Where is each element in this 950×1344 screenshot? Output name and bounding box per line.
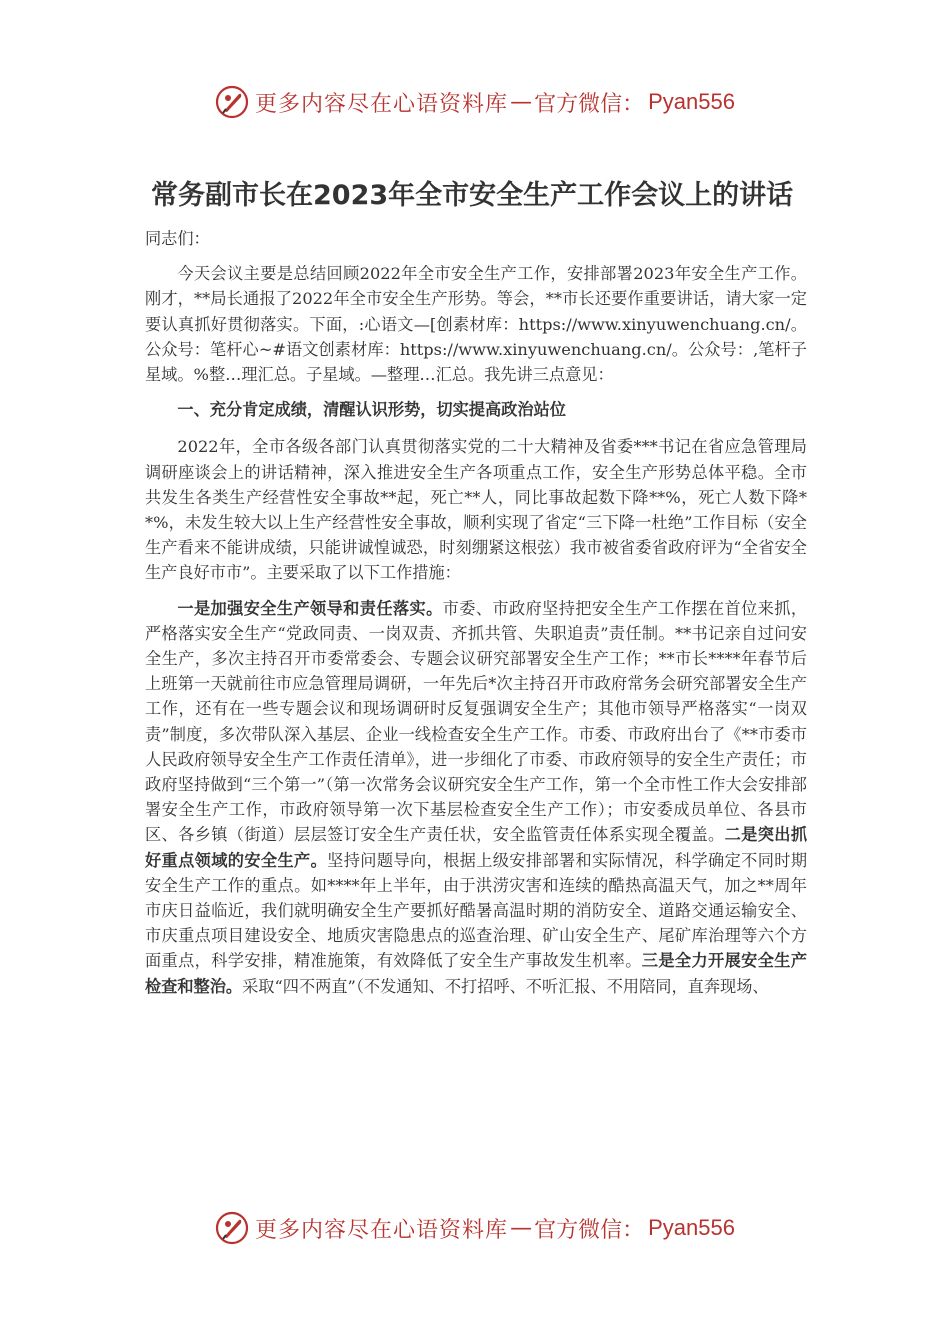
header-banner [0, 72, 950, 132]
point-3-heading: 三是全力开展安全生产检查和整治。 [145, 951, 808, 996]
banner-wechat-label: 官方微信： [534, 91, 645, 117]
section-1-paragraph: 2022年，全市各级各部门认真贯彻落实党的二十大精神及省委***书记在省应急管理局调研座谈会上的讲话精神，深入推进安全生产各项重点工作，安全生产形势总体平稳。全市共发生各类生产经营性安全事故**起，死亡**人，同比事故起数下降**%，死亡人数下降**%，未发生较大以上生产经营性安全事故，顺利实现了省定“三下降一杜绝”工作目标（安全生产看来不能讲成绩，只能讲诚惶诚恐，时刻绷紧这根弦）我市被省委省政府评为“全省安全生产良好市市”。主要采取了以下工作措施： [145, 437, 807, 583]
banner-separator: — [510, 89, 533, 115]
point-1-heading: 一是加强安全生产领导和责任落实。 [177, 598, 443, 618]
banner-separator: — [510, 1215, 533, 1241]
quill-pen-logo-icon [215, 85, 249, 119]
banner-wechat-label: 官方微信： [534, 1217, 645, 1243]
banner-site-text: 更多内容尽在心语资料库 [255, 91, 509, 117]
salutation: 同志们： [145, 229, 210, 248]
banner-wechat-id: Pyan556 [648, 89, 735, 114]
point-3-text: 采取“四不两直”（不发通知、不打招呼、不听汇报、不用陪同，直奔现场、 [242, 976, 769, 996]
intro-paragraph: 今天会议主要是总结回顾2022年全市安全生产工作，安排部署2023年安全生产工作。刚才，**局长通报了2022年全市安全生产形势。等会，**市长还要作重要讲话，请大家一定要认真抓好贯彻落实。下面，:心语文—[创素材库：https://www.xinyuwenchuang.cn/。公众号：笔杆心~#语文创素材库：https://www.xinyuwenchuang.cn/。公众号：,笔杆子星域。%整…理汇总。子星域。—整理…汇总。我先讲三点意见： [145, 264, 807, 385]
point-2-text: 坚持问题导向，根据上级安排部署和实际情况，科学确定不同时期安全生产工作的重点。如****年上半年，由于洪涝灾害和连续的酷热高温天气，加之**周年市庆日益临近，我们就明确安全生产要抓好酷暑高温时期的消防安全、道路交通运输安全、市庆重点项目建设安全、地质灾害隐患点的巡查治理、矿山安全生产、尾矿库治理等六个方面重点，科学安排，精准施策，有效降低了安全生产事故发生机率。 [145, 850, 808, 971]
document-title: 常务副市长在2023年全市安全生产工作会议上的讲话 [151, 180, 794, 211]
measures-paragraph [145, 596, 807, 999]
point-2-heading: 二是突出抓好重点领域的安全生产。 [145, 825, 808, 870]
section-1-heading: 一、充分肯定成绩，清醒认识形势，切实提高政治站位 [177, 400, 566, 420]
banner-site-text: 更多内容尽在心语资料库 [255, 1217, 509, 1243]
quill-pen-logo-icon [215, 1211, 249, 1245]
point-1-text: 市委、市政府坚持把安全生产工作摆在首位来抓，严格落实安全生产“党政同责、一岗双责、齐抓共管、失职追责”责任制。**书记亲自过问安全生产，多次主持召开市委常委会、专题会议研究部署安全生产工作；**市长****年春节后上班第一天就前往市应急管理局调研，一年先后*次主持召开市政府常务会研究部署安全生产工作，还有在一些专题会议和现场调研时反复强调安全生产；其他市领导严格落实“一岗双责”制度，多次带队深入基层、企业一线检查安全生产工作。市委、市政府出台了《**市委市人民政府领导安全生产工作责任清单》，进一步细化了市委、市政府领导的安全生产责任；市政府坚持做到“三个第一”（第一次常务会议研究安全生产工作，第一个全市性工作大会安排部署安全生产工作，市政府领导第一次下基层检查安全生产工作）；市安委成员单位、各县市区、各乡镇（街道）层层签订安全生产责任状，安全监管责任体系实现全覆盖。 [145, 598, 808, 845]
document-body [145, 170, 807, 1009]
banner-wechat-id: Pyan556 [648, 1215, 735, 1240]
footer-banner [0, 1198, 950, 1258]
